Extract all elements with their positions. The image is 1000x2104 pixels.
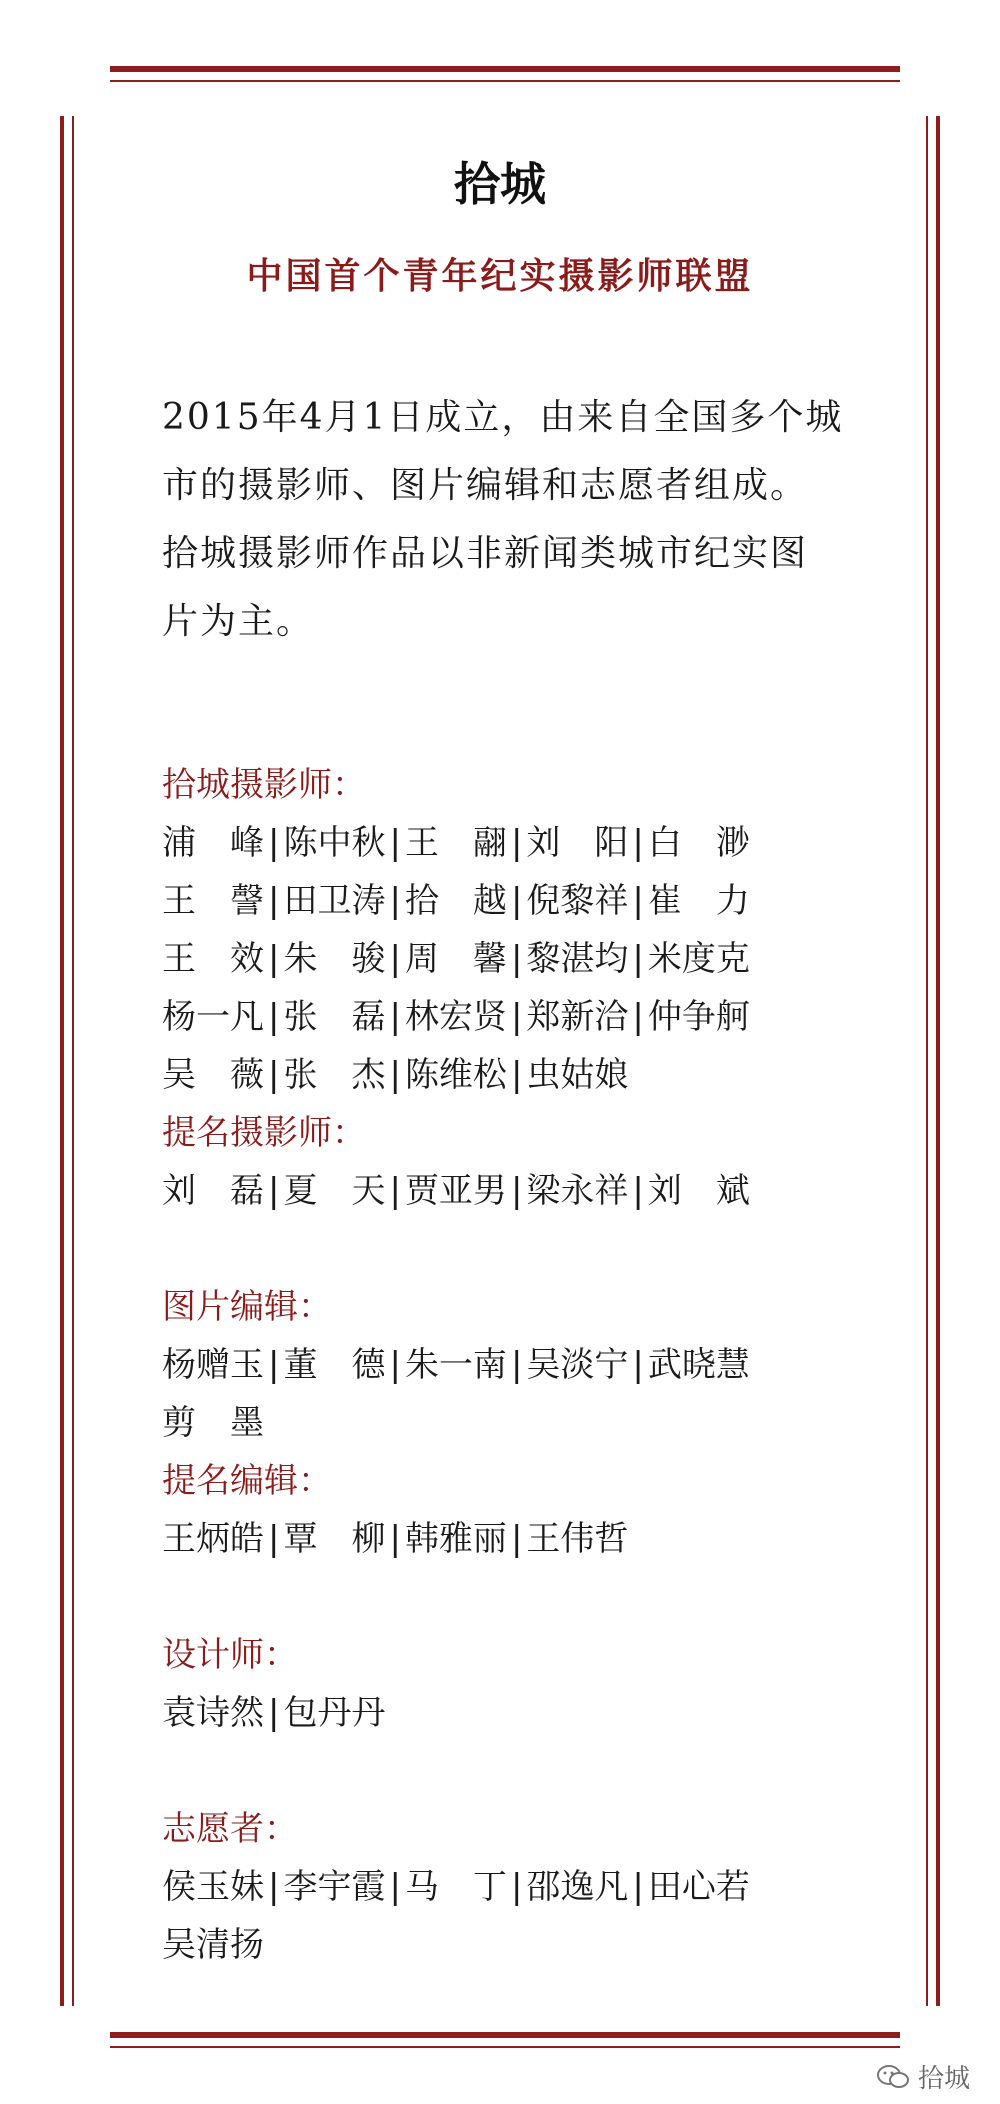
person-name: 周 馨 [404,939,507,979]
person-name: 王 翮 [404,823,507,863]
name-row [162,1510,862,1568]
section-nominated-photographers [162,1104,862,1220]
person-name: 拾 越 [404,881,507,921]
section-editors [162,1278,862,1452]
name-separator: | [268,823,280,863]
section-heading: 志愿者： [162,1809,298,1849]
top-border-thick [110,66,900,72]
person-name: 朱 骏 [283,939,386,979]
person-name: 吴清扬 [162,1925,264,1965]
name-separator: | [268,1345,280,1385]
name-separator: | [268,1867,280,1907]
person-name: 虫姑娘 [526,1055,629,1095]
name-separator: | [268,997,280,1037]
name-separator: | [510,1055,523,1095]
wechat-icon [876,2064,910,2090]
person-name: 张 杰 [283,1055,386,1095]
name-separator: | [510,1867,523,1907]
person-name: 林宏贤 [404,997,507,1037]
person-name: 吴淡宁 [526,1345,629,1385]
person-name: 李宇霞 [283,1867,386,1907]
person-name: 陈中秋 [283,823,386,863]
name-separator: | [389,939,401,979]
person-name: 朱一南 [404,1345,507,1385]
name-separator: | [268,1171,280,1211]
name-separator: | [632,823,644,863]
watermark-text: 拾城 [918,2064,971,2094]
name-separator: | [632,881,644,921]
person-name: 梁永祥 [526,1171,629,1211]
person-name: 王炳皓 [162,1519,264,1559]
section-heading: 设计师： [162,1635,298,1675]
name-row [162,988,862,1046]
name-separator: | [389,1345,401,1385]
name-row [162,1916,862,1974]
person-name: 贾亚男 [404,1171,507,1211]
person-name: 王 效 [162,939,264,979]
watermark [876,2058,970,2095]
name-separator: | [632,939,644,979]
person-name: 王 謦 [162,881,264,921]
name-separator: | [389,1867,401,1907]
person-name: 马 丁 [404,1867,507,1907]
section-heading: 提名编辑： [162,1461,332,1501]
name-separator: | [632,1345,644,1385]
person-name: 武晓慧 [647,1345,750,1385]
section-nominated-editors [162,1452,862,1568]
name-row [162,1394,862,1452]
section-designers [162,1626,862,1742]
name-separator: | [510,997,523,1037]
bottom-border-thin [110,2046,900,2048]
right-border-outer [936,116,940,2006]
right-border-inner [926,116,928,2006]
person-name: 董 德 [283,1345,386,1385]
name-separator: | [510,823,523,863]
section-volunteers [162,1800,862,1974]
name-separator: | [632,997,644,1037]
intro-line: 2015年4月1日成立，由来自全国多个城 [162,397,844,438]
name-separator: | [389,997,401,1037]
name-separator: | [510,1519,523,1559]
name-separator: | [510,881,523,921]
name-separator: | [510,1171,523,1211]
person-name: 杨赠玉 [162,1345,264,1385]
section-heading: 图片编辑： [162,1287,332,1327]
person-name: 吴 薇 [162,1055,264,1095]
name-separator: | [268,881,280,921]
person-name: 浦 峰 [162,823,264,863]
person-name: 包丹丹 [283,1693,386,1733]
name-row [162,1336,862,1394]
person-name: 刘 磊 [162,1171,264,1211]
name-separator: | [510,939,523,979]
person-name: 田卫涛 [283,881,386,921]
name-row [162,1046,862,1104]
person-name: 米度克 [647,939,750,979]
person-name: 仲争舸 [647,997,750,1037]
name-separator: | [268,1055,280,1095]
name-separator: | [632,1171,644,1211]
person-name: 黎湛均 [526,939,629,979]
person-name: 刘 阳 [526,823,629,863]
person-name: 倪黎祥 [526,881,629,921]
person-name: 邵逸凡 [526,1867,629,1907]
person-name: 袁诗然 [162,1693,264,1733]
person-name: 白 渺 [647,823,750,863]
intro-paragraph [162,384,852,656]
page-subtitle: 中国首个青年纪实摄影师联盟 [246,255,754,297]
section-heading: 拾城摄影师： [162,765,366,805]
name-separator: | [510,1345,523,1385]
person-name: 张 磊 [283,997,386,1037]
person-name: 夏 天 [283,1171,386,1211]
person-name: 侯玉妹 [162,1867,264,1907]
person-name: 崔 力 [647,881,750,921]
name-separator: | [389,1055,401,1095]
person-name: 郑新洽 [526,997,629,1037]
intro-line: 拾城摄影师作品以非新闻类城市纪实图 [162,533,809,574]
bottom-border-thick [110,2032,900,2038]
name-row [162,1858,862,1916]
section-photographers [162,756,862,1104]
name-separator: | [632,1867,644,1907]
person-name: 刘 斌 [647,1171,750,1211]
name-separator: | [389,823,401,863]
name-separator: | [389,881,401,921]
page-title: 拾城 [454,157,546,211]
person-name: 剪 墨 [162,1403,264,1443]
person-name: 覃 柳 [283,1519,386,1559]
name-separator: | [268,939,280,979]
intro-line: 片为主。 [162,601,315,642]
person-name: 陈维松 [404,1055,507,1095]
name-row [162,1684,862,1742]
intro-line: 市的摄影师、图片编辑和志愿者组成。 [162,465,809,506]
name-row [162,930,862,988]
name-separator: | [268,1693,280,1733]
left-border-outer [60,116,64,2006]
person-name: 田心若 [647,1867,750,1907]
top-border-thin [110,80,900,82]
section-heading: 提名摄影师： [162,1113,366,1153]
person-name: 韩雅丽 [404,1519,507,1559]
name-separator: | [268,1519,280,1559]
name-row [162,1162,862,1220]
name-separator: | [389,1171,401,1211]
person-name: 杨一凡 [162,997,264,1037]
person-name: 王伟哲 [526,1519,629,1559]
name-separator: | [389,1519,401,1559]
name-row [162,814,862,872]
name-row [162,872,862,930]
left-border-inner [72,116,74,2006]
